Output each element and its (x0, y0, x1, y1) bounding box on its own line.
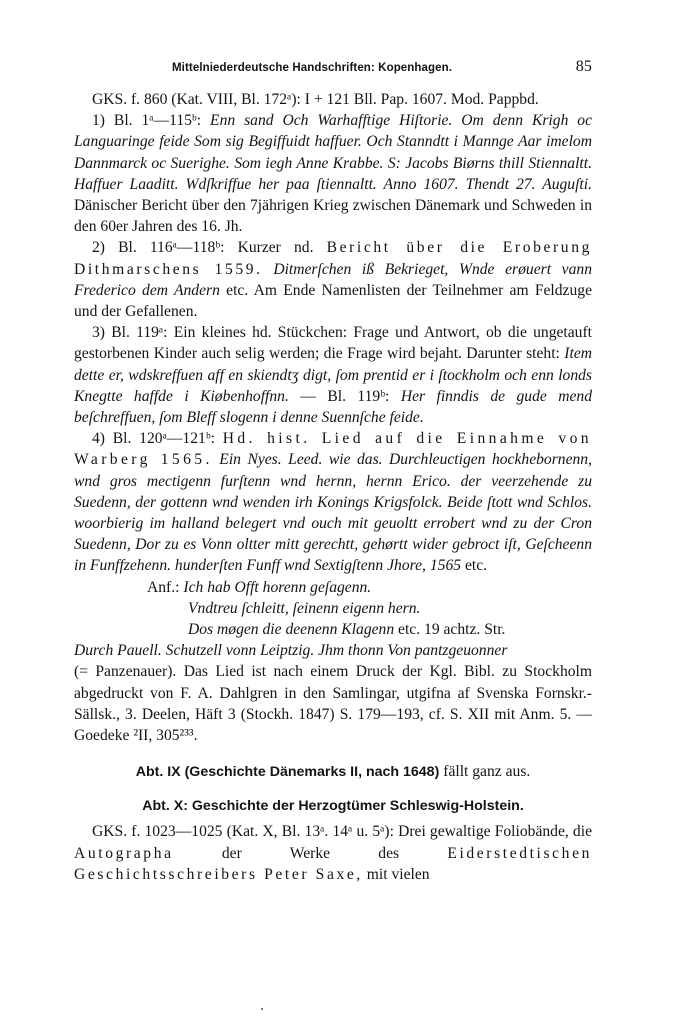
section-ix-rest: fällt ganz aus. (443, 763, 531, 781)
item-2-spaced: Bericht über die Eroberung Dithmarschens 1559. (74, 239, 592, 278)
verse-2: Vndtreu ſchleitt, ſeinenn eigenn hern. (188, 599, 421, 617)
verse-1: Ich hab Offt horenn geſagenn. (183, 578, 372, 596)
item-2-title: Ditmerſchen iß Bekrieget, Wnde erøuert vann Frederico dem Andern (74, 260, 592, 299)
entry-heading (74, 89, 592, 110)
verse-3: Dos møgen die deenenn Klagenn (188, 621, 395, 639)
section-x-heading (74, 796, 592, 817)
item-1-text: Dänischer Bericht über den 7jährigen Krieg zwischen Dänemark und Schweden in den 60er Jahren des 16. Jh. (74, 197, 592, 236)
item-4-etc: etc. (464, 557, 488, 575)
verse-line-3 (188, 619, 592, 640)
item-1-title: Enn sand Och Warhafftige Hiſtorie. Om denn Krigh oc Languaringe feide Som sig Begiffuidt haffuer. Och Stanndtt i Mannge Aar imelom Dannmarck oc Suerighe. Som iegh Anne Krabbe. S: Jacobs Biørns thill Stiennaltt. Haffuer Laaditt. Wdſkriffue her paa ſtiennaltt. Anno 1607. Thendt 27. Auguſti. (74, 112, 593, 193)
verse-line-2 (188, 598, 592, 619)
verse-line-4 (74, 640, 592, 661)
verse-4: Durch Pauell. Schutzell vonn Leiptzig. Jhm thonn Von pantzgeuonner (74, 642, 508, 660)
entry-2-mid: der Werke des (221, 844, 400, 862)
item-4 (74, 428, 592, 576)
document-page (74, 0, 592, 1018)
page-speck (261, 1008, 263, 1010)
item-3-text: 3) Bl. 119ᵃ: Ein kleines hd. Stückchen: Frage und Antwort, ob die ungetauft gestorbenen Kinder auch selig werden; die Frage wird bejaht. Darunter steht: (74, 324, 592, 363)
item-2-ref: 2) Bl. 116ᵃ—118ᵇ: Kurzer nd. (92, 239, 314, 257)
entry-2-spaced-2: Eiderstedtischen Geschichtsschreibers Peter Saxe, (74, 844, 592, 883)
item-3-title: Item dette er, wdskreffuen aff en skiendtʒ digt, ſom prentid er i ſtockholm och enn londs Knegtte haffde i Kiøbenhoffnn. (74, 345, 593, 405)
closing-paragraph (74, 661, 592, 746)
closing-text: (= Panzenauer). Das Lied ist nach einem Druck der Kgl. Bibl. zu Stockholm abgedruckt von F. A. Dahlgren in den Samlingar, utgifna af Svenska Fornskr.-Sällsk., 3. Deelen, Häft 3 (Stockh. 1847) S. 179—193, cf. S. XII mit Anm. 5. — Goedeke ²II, 305²³³. (74, 663, 592, 745)
item-1 (74, 110, 592, 237)
section-x-label: Abt. X: Geschichte der Herzogtümer Schleswig-Holstein. (142, 798, 524, 815)
entry-2-spaced: Autographa (74, 844, 174, 862)
item-4-title: Ein Nyes. Leed. wie das. Durchleuctigen hockhebornenn, wnd gros mectigenn furſtenn wnd hernn, hernn Erico. der veerzehende zu Suedenn, der gottenn wnd wenden irh Konings Krigsfolck. Beide ſtott wnd Schlos. woorbierig im halland belegert vnd ouch mit geuoltt errobert wnd zu der Cron Suedenn, Dor zu es Vonn oltter mitt gerechtt, gehørtt wider gebroct iſt, Geſcheenn in Funffzehenn. hunderſten Funff wnd Sextigſtenn Jhore, 1565 (74, 451, 592, 575)
entry-2-tail: mit vielen (366, 865, 430, 883)
running-title: Mittelniederdeutsche Handschriften: Kopenhagen. (172, 62, 453, 74)
item-3 (74, 322, 592, 428)
anfang-label: Anf.: (147, 578, 180, 596)
page-number: 85 (575, 58, 592, 75)
item-2 (74, 237, 592, 322)
item-4-spaced: Hd. hist. Lied auf die Einnahme von Warberg 1565. (74, 430, 592, 469)
section-ix-heading (74, 761, 592, 783)
entry-heading-text: GKS. f. 860 (Kat. VIII, Bl. 172ᵃ): I + 121 Bll. Pap. 1607. Mod. Pappbd. (92, 91, 539, 108)
item-3-text-2: — Bl. 119ᵇ: (300, 387, 390, 405)
verse-3-tail: etc. 19 achtz. Str. (398, 621, 506, 639)
item-4-ref: 4) Bl. 120ᵃ—121ᵇ: (92, 430, 215, 448)
page-body (74, 89, 592, 885)
item-3-title-2: Her finndis de gude mend beſchreffuen, ſom Bleff slogenn i denne Suennſche feide. (74, 387, 593, 427)
entry-2 (74, 821, 592, 885)
entry-2-head: GKS. f. 1023—1025 (Kat. X, Bl. 13ᵃ. 14ᵃ u. 5ᵃ): Drei gewaltige Foliobände, die (92, 823, 592, 841)
section-ix-label: Abt. IX (Geschichte Dänemarks II, nach 1648) (135, 764, 440, 781)
verse-line-1 (147, 577, 592, 598)
item-1-ref: 1) Bl. 1ᵃ—115ᵇ: (92, 112, 202, 130)
item-2-text: etc. Am Ende Namenlisten der Teilnehmer am Feldzuge und der Gefallenen. (74, 281, 592, 321)
